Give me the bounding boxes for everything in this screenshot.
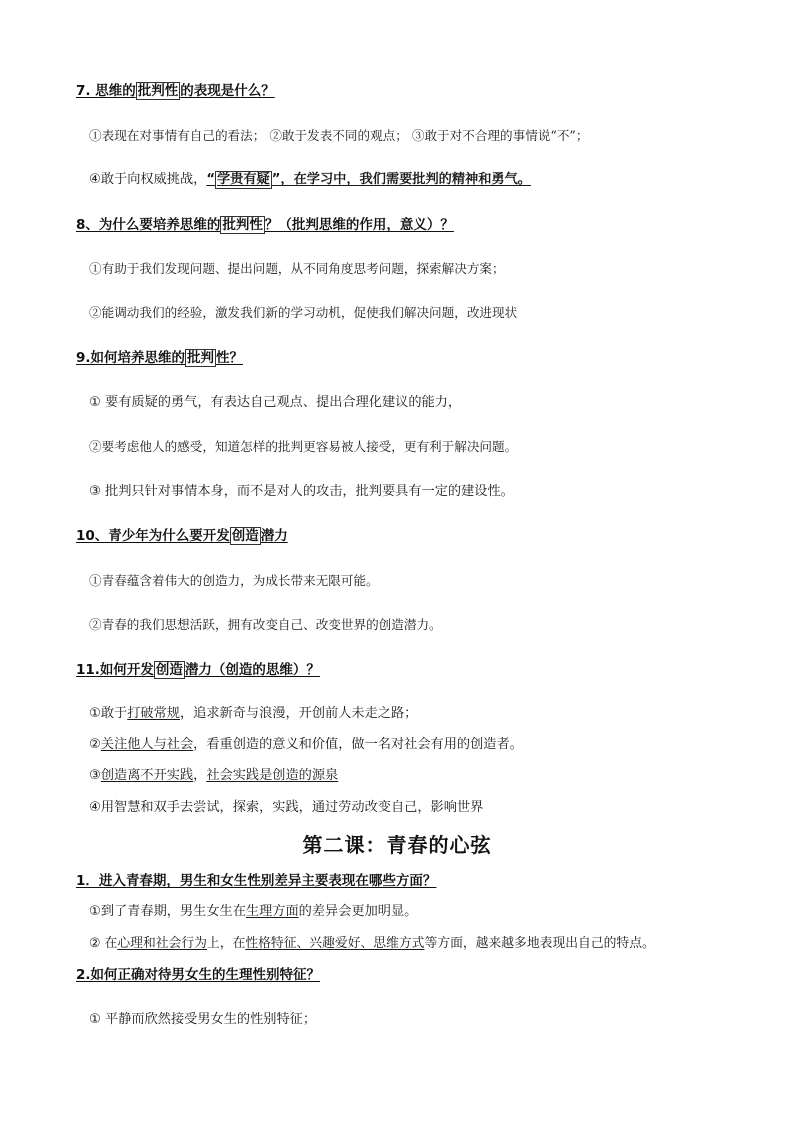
question-11-answer-1 xyxy=(89,704,417,724)
question-10-prefix: 10、青少年为什么要开发 xyxy=(76,528,230,544)
question-11-boxed-term: 创造 xyxy=(155,662,183,678)
answer-1-prefix: ①到了青春期，男生女生在 xyxy=(89,904,246,919)
answer-3-separator: ， xyxy=(193,768,207,783)
question-8 xyxy=(76,215,454,235)
question-8-boxed-term: 批判性 xyxy=(222,217,263,233)
question-11-prefix: 11.如何开发 xyxy=(76,662,154,678)
question-10-answer-2: ②青春的我们思想活跃，拥有改变自己、改变世界的创造潜力。 xyxy=(89,617,442,632)
question-10-boxed-term: 创造 xyxy=(231,528,259,544)
question-9-answer-3: ③ 批判只针对事情本身，而不是对人的攻击，批判要具有一定的建设性。 xyxy=(89,484,514,499)
question-7-prefix: 7. 思维的 xyxy=(76,83,136,99)
question-11-answer-2 xyxy=(89,735,523,755)
answer-2-suffix: 等方面，越来越多地表现出自己的特点。 xyxy=(424,936,655,951)
quote-open: “ xyxy=(206,172,215,187)
question-11 xyxy=(76,660,320,680)
question-7-answer-1: ①表现在对事情有自己的看法； ②敢于发表不同的观点； ③敢于对不合理的事情说“不”； xyxy=(89,128,589,143)
question-10-suffix: 潜力 xyxy=(260,528,288,544)
quote-close: ” xyxy=(271,172,281,187)
answer-1-prefix: ①敢于 xyxy=(89,706,128,721)
lesson-question-2-answer-1: ① 平静而欣然接受男女生的性别特征； xyxy=(89,1012,317,1027)
question-7-suffix: 的表现是什么？ xyxy=(180,83,275,99)
answer-2-prefix: ② 在 xyxy=(89,936,118,951)
lesson-question-2: 2.如何正确对待男女生的生理性别特征？ xyxy=(76,967,321,983)
question-7 xyxy=(76,81,275,101)
answer-3-underlined-2: 社会实践是创造的源泉 xyxy=(206,768,339,783)
question-8-prefix: 8、为什么要培养思维的 xyxy=(76,217,221,233)
question-8-answer-1: ①有助于我们发现问题、提出问题，从不同角度思考问题，探索解决方案； xyxy=(89,261,505,276)
question-9-prefix: 9.如何培养思维的 xyxy=(76,350,186,366)
question-11-answer-4: ④用智慧和双手去尝试，探索，实践，通过劳动改变自己，影响世界 xyxy=(89,800,484,815)
lesson-question-1: 1．进入青春期，男生和女生性别差异主要表现在哪些方面？ xyxy=(76,873,437,889)
question-7-answer-2 xyxy=(89,170,531,190)
question-9-boxed-term: 批判 xyxy=(187,350,215,366)
answer-1-underlined: 生理方面 xyxy=(245,904,299,919)
boxed-term: 学贵有疑 xyxy=(217,172,270,187)
question-8-answer-2: ②能调动我们的经验，激发我们新的学习动机，促使我们解决问题，改进现状 xyxy=(89,305,518,320)
question-10-answer-1: ①青春蕴含着伟大的创造力，为成长带来无限可能。 xyxy=(89,573,379,588)
question-8-suffix: ？（批判思维的作用，意义）？ xyxy=(264,217,454,233)
lesson-title: 第二课：青春的心弦 xyxy=(302,833,492,857)
question-9-answer-1: ① 要有质疑的勇气，有表达自己观点、提出合理化建议的能力， xyxy=(89,395,462,410)
question-10 xyxy=(76,526,288,546)
lesson-question-1-answer-1 xyxy=(89,902,417,922)
answer-2-prefix: ② xyxy=(89,737,101,752)
question-9-suffix: 性？ xyxy=(216,350,244,366)
question-9-answer-2: ②要考虑他人的感受，知道怎样的批判更容易被人接受，更有利于解决问题。 xyxy=(89,439,518,454)
answer-3-prefix: ③ xyxy=(89,768,101,783)
answer-3-underlined-1: 创造离不开实践 xyxy=(100,768,194,783)
answer-2-prefix: ④敢于向权威挑战， xyxy=(89,172,207,187)
answer-1-suffix: ，追求新奇与浪漫，开创前人未走之路； xyxy=(179,706,418,721)
lesson-question-1-answer-2 xyxy=(89,934,655,954)
answer-2-underlined: 关注他人与社会 xyxy=(100,737,194,752)
question-7-boxed-term: 批判性 xyxy=(137,83,179,99)
answer-2-suffix: ，看重创造的意义和价值，做一名对社会有用的创造者。 xyxy=(193,737,523,752)
answer-2-underlined-1: 心理和社会行为 xyxy=(117,936,207,951)
answer-1-underlined: 打破常规 xyxy=(127,706,180,721)
answer-2-emphasis: ，在学习中，我们需要批判的精神和勇气。 xyxy=(280,172,531,187)
answer-1-suffix: 的差异会更加明显。 xyxy=(298,904,418,919)
answer-2-middle: 上，在 xyxy=(206,936,246,951)
question-11-suffix: 潜力（创造的思维）？ xyxy=(184,662,320,678)
question-11-answer-3 xyxy=(89,766,338,786)
question-9 xyxy=(76,348,243,368)
answer-2-underlined-2: 性格特征、兴趣爱好、思维方式 xyxy=(245,936,425,951)
